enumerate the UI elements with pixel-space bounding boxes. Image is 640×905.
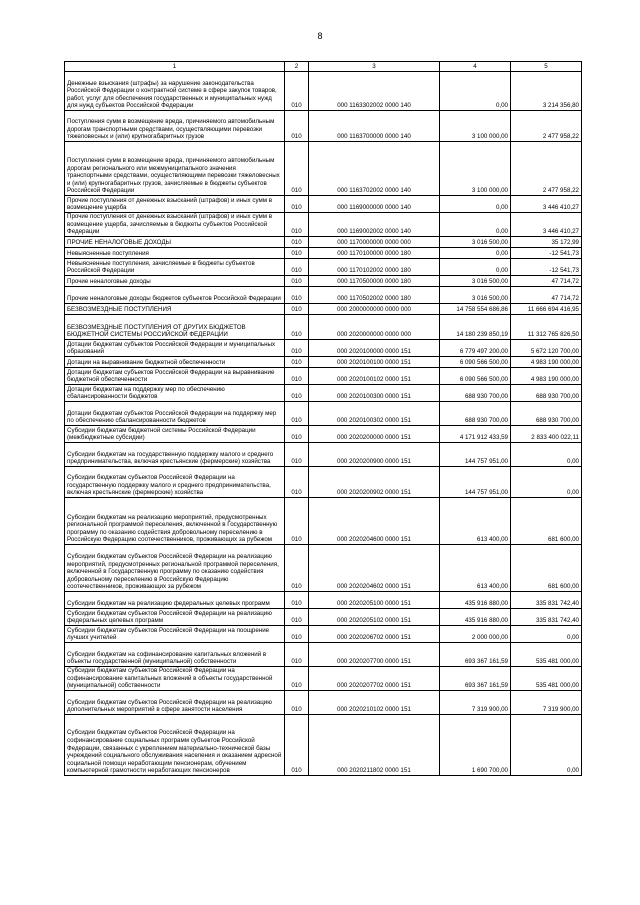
- row-name-cell: Субсидии бюджетам субъектов Российской Федерации на реализацию дополнительных мероприятий в сфере занятости населения: [65, 691, 285, 715]
- row-budget-code-cell: 000 2020100000 0000 151: [309, 340, 440, 357]
- row-name-cell: Субсидии бюджетам бюджетной системы Российской Федерации (межбюджетные субсидии): [65, 426, 285, 443]
- row-name-cell: Субсидии бюджетам субъектов Российской Федерации на реализацию мероприятий, предусмотренных региональной программой переселения, включенной в Государственную программу по оказанию содействия добровольному переселению в Российскую Федерацию соотечественников, проживающих за рубежом: [65, 545, 285, 592]
- table-row: [65, 196, 582, 213]
- table-row: [65, 545, 582, 592]
- row-approved-amount-cell: 3 016 500,00: [440, 287, 511, 304]
- table-row: [65, 315, 582, 340]
- row-name-cell: БЕЗВОЗМЕЗДНЫЕ ПОСТУПЛЕНИЯ: [65, 304, 285, 315]
- row-executed-amount-cell: 535 481 000,00: [511, 667, 582, 691]
- row-executed-amount-cell: 688 930 700,00: [511, 402, 582, 426]
- table-row: [65, 385, 582, 402]
- row-approved-amount-cell: 613 400,00: [440, 498, 511, 545]
- table-row: [65, 691, 582, 715]
- row-approved-amount-cell: 14 180 239 850,19: [440, 315, 511, 340]
- row-budget-code-cell: 000 2020211802 0000 151: [309, 715, 440, 776]
- row-executed-amount-cell: 2 833 400 022,11: [511, 426, 582, 443]
- row-name-cell: Дотации на выравнивание бюджетной обеспеченности: [65, 357, 285, 368]
- row-line-code-cell: 010: [285, 691, 309, 715]
- row-line-code-cell: 010: [285, 443, 309, 467]
- row-budget-code-cell: 000 2020205100 0000 151: [309, 592, 440, 609]
- row-line-code-cell: 010: [285, 142, 309, 196]
- row-approved-amount-cell: 144 757 951,00: [440, 467, 511, 498]
- row-executed-amount-cell: 3 214 356,80: [511, 72, 582, 111]
- row-approved-amount-cell: 693 367 161,59: [440, 643, 511, 667]
- row-budget-code-cell: 000 2020200000 0000 151: [309, 426, 440, 443]
- row-approved-amount-cell: 3 016 500,00: [440, 276, 511, 287]
- row-name-cell: Субсидии бюджетам субъектов Российской Федерации на софинансирование социальных программ субъектов Российской Федерации, связанных с укреплением материально-технической базы учреждений социального обслуживания населения и оказанием адресной социальной помощи неработающим пенсионерам, обучением компьютерной грамотности неработающих пенсионеров: [65, 715, 285, 776]
- column-header: 5: [511, 62, 582, 72]
- row-approved-amount-cell: 6 779 497 200,00: [440, 340, 511, 357]
- table-row: [65, 287, 582, 304]
- row-budget-code-cell: 000 2020200900 0000 151: [309, 443, 440, 467]
- row-line-code-cell: 010: [285, 643, 309, 667]
- table-row: [65, 357, 582, 368]
- row-executed-amount-cell: 5 672 120 700,00: [511, 340, 582, 357]
- row-name-cell: Дотации бюджетам субъектов Российской Федерации на выравнивание бюджетной обеспеченности: [65, 368, 285, 385]
- row-budget-code-cell: 000 1170500000 0000 180: [309, 276, 440, 287]
- row-line-code-cell: 010: [285, 259, 309, 276]
- row-executed-amount-cell: 0,00: [511, 626, 582, 643]
- row-approved-amount-cell: 6 090 566 500,00: [440, 357, 511, 368]
- row-line-code-cell: 010: [285, 304, 309, 315]
- row-line-code-cell: 010: [285, 287, 309, 304]
- row-approved-amount-cell: 3 100 000,00: [440, 111, 511, 142]
- row-line-code-cell: 010: [285, 357, 309, 368]
- row-budget-code-cell: 000 1169000000 0000 140: [309, 196, 440, 213]
- row-line-code-cell: 010: [285, 402, 309, 426]
- row-budget-code-cell: 000 1163702002 0000 140: [309, 142, 440, 196]
- row-budget-code-cell: 000 2020205102 0000 151: [309, 609, 440, 626]
- row-budget-code-cell: 000 2020204600 0000 151: [309, 498, 440, 545]
- table-row: [65, 213, 582, 237]
- row-line-code-cell: 010: [285, 667, 309, 691]
- row-approved-amount-cell: 6 090 566 500,00: [440, 368, 511, 385]
- row-budget-code-cell: 000 1170000000 0000 000: [309, 237, 440, 248]
- row-line-code-cell: 010: [285, 72, 309, 111]
- row-executed-amount-cell: 11 312 765 826,50: [511, 315, 582, 340]
- row-executed-amount-cell: 35 172,99: [511, 237, 582, 248]
- row-approved-amount-cell: 0,00: [440, 259, 511, 276]
- row-executed-amount-cell: 335 831 742,40: [511, 592, 582, 609]
- table-row: [65, 142, 582, 196]
- row-executed-amount-cell: 4 983 190 000,00: [511, 368, 582, 385]
- row-line-code-cell: 010: [285, 626, 309, 643]
- row-executed-amount-cell: 47 714,72: [511, 276, 582, 287]
- row-line-code-cell: 010: [285, 426, 309, 443]
- row-executed-amount-cell: -12 541,73: [511, 248, 582, 259]
- row-name-cell: Прочие неналоговые доходы: [65, 276, 285, 287]
- row-approved-amount-cell: 3 016 500,00: [440, 237, 511, 248]
- table-row: [65, 426, 582, 443]
- row-budget-code-cell: 000 1169002002 0000 140: [309, 213, 440, 237]
- table-row: [65, 498, 582, 545]
- row-approved-amount-cell: 0,00: [440, 72, 511, 111]
- row-executed-amount-cell: 11 666 694 416,95: [511, 304, 582, 315]
- row-executed-amount-cell: 681 600,00: [511, 498, 582, 545]
- row-line-code-cell: 010: [285, 213, 309, 237]
- row-line-code-cell: 010: [285, 368, 309, 385]
- column-header: 1: [65, 62, 285, 72]
- table-row: [65, 72, 582, 111]
- table-row: [65, 626, 582, 643]
- row-line-code-cell: 010: [285, 340, 309, 357]
- row-executed-amount-cell: -12 541,73: [511, 259, 582, 276]
- row-budget-code-cell: 000 1170102002 0000 180: [309, 259, 440, 276]
- row-executed-amount-cell: 7 319 900,00: [511, 691, 582, 715]
- row-executed-amount-cell: 688 930 700,00: [511, 385, 582, 402]
- row-approved-amount-cell: 435 916 880,00: [440, 609, 511, 626]
- row-executed-amount-cell: 4 983 190 000,00: [511, 357, 582, 368]
- row-name-cell: Невыясненные поступления: [65, 248, 285, 259]
- row-line-code-cell: 010: [285, 385, 309, 402]
- row-budget-code-cell: 000 2020204602 0000 151: [309, 545, 440, 592]
- row-budget-code-cell: 000 2020207702 0000 151: [309, 667, 440, 691]
- row-budget-code-cell: 000 2020207700 0000 151: [309, 643, 440, 667]
- row-line-code-cell: 010: [285, 467, 309, 498]
- row-name-cell: Дотации бюджетам субъектов Российской Федерации на поддержку мер по обеспечению сбалансированности бюджетов: [65, 402, 285, 426]
- table-row: [65, 443, 582, 467]
- table-row: [65, 248, 582, 259]
- row-line-code-cell: 010: [285, 276, 309, 287]
- table-row: [65, 609, 582, 626]
- row-name-cell: Субсидии бюджетам на реализацию мероприятий, предусмотренных региональной программой переселения, включенной в Государственную программу по оказанию содействия добровольному переселению в Российскую Федерацию соотечественников, проживающих за рубежом: [65, 498, 285, 545]
- row-name-cell: Поступления сумм в возмещение вреда, причиняемого автомобильным дорогам регионального или межмуниципального значения транспортными средствами, осуществляющими перевозки тяжеловесных и (или) крупногабаритных грузов, зачисляемые в бюджеты субъектов Российской Федерации: [65, 142, 285, 196]
- row-line-code-cell: 010: [285, 545, 309, 592]
- row-budget-code-cell: 000 1170502002 0000 180: [309, 287, 440, 304]
- row-name-cell: Субсидии бюджетам субъектов Российской Федерации на поощрение лучших учителей: [65, 626, 285, 643]
- row-executed-amount-cell: 47 714,72: [511, 287, 582, 304]
- row-approved-amount-cell: 0,00: [440, 213, 511, 237]
- row-approved-amount-cell: 14 758 554 686,86: [440, 304, 511, 315]
- row-approved-amount-cell: 0,00: [440, 196, 511, 213]
- row-name-cell: Прочие поступления от денежных взысканий (штрафов) и иных сумм в возмещение ущерба, зачисляемые в бюджеты субъектов Российской Федерации: [65, 213, 285, 237]
- row-approved-amount-cell: 613 400,00: [440, 545, 511, 592]
- row-name-cell: Прочие поступления от денежных взысканий (штрафов) и иных сумм в возмещение ущерба: [65, 196, 285, 213]
- row-name-cell: Субсидии бюджетам на реализацию федеральных целевых программ: [65, 592, 285, 609]
- row-executed-amount-cell: 0,00: [511, 467, 582, 498]
- row-approved-amount-cell: 0,00: [440, 248, 511, 259]
- row-budget-code-cell: 000 2020100100 0000 151: [309, 357, 440, 368]
- row-line-code-cell: 010: [285, 498, 309, 545]
- row-budget-code-cell: 000 2020100302 0000 151: [309, 402, 440, 426]
- row-executed-amount-cell: 0,00: [511, 715, 582, 776]
- table-row: [65, 259, 582, 276]
- column-header: 3: [309, 62, 440, 72]
- row-name-cell: Прочие неналоговые доходы бюджетов субъектов Российской Федерации: [65, 287, 285, 304]
- page-number: 8: [317, 31, 323, 41]
- row-budget-code-cell: 000 2020210102 0000 151: [309, 691, 440, 715]
- row-budget-code-cell: 000 2020000000 0000 000: [309, 315, 440, 340]
- row-executed-amount-cell: 535 481 000,00: [511, 643, 582, 667]
- column-header: 2: [285, 62, 309, 72]
- row-approved-amount-cell: 144 757 951,00: [440, 443, 511, 467]
- row-name-cell: Денежные взыскания (штрафы) за нарушение законодательства Российской Федерации о контрактной системе в сфере закупок товаров, работ, услуг для обеспечения государственных и муниципальных нужд для нужд субъектов Российской Федерации: [65, 72, 285, 111]
- row-approved-amount-cell: 3 100 000,00: [440, 142, 511, 196]
- row-name-cell: Субсидии бюджетам на государственную поддержку малого и среднего предпринимательства, включая крестьянские (фермерские) хозяйства: [65, 443, 285, 467]
- row-executed-amount-cell: 3 446 410,27: [511, 213, 582, 237]
- table-row: [65, 368, 582, 385]
- table-row: [65, 402, 582, 426]
- row-executed-amount-cell: 681 600,00: [511, 545, 582, 592]
- table-row: [65, 592, 582, 609]
- row-line-code-cell: 010: [285, 715, 309, 776]
- row-approved-amount-cell: 1 690 700,00: [440, 715, 511, 776]
- table-row: [65, 111, 582, 142]
- row-budget-code-cell: 000 2020200902 0000 151: [309, 467, 440, 498]
- row-approved-amount-cell: 4 171 912 433,59: [440, 426, 511, 443]
- row-budget-code-cell: 000 1163700000 0000 140: [309, 111, 440, 142]
- revenue-table: [64, 61, 582, 776]
- row-line-code-cell: 010: [285, 248, 309, 259]
- row-line-code-cell: 010: [285, 609, 309, 626]
- row-name-cell: ПРОЧИЕ НЕНАЛОГОВЫЕ ДОХОДЫ: [65, 237, 285, 248]
- row-name-cell: Невыясненные поступления, зачисляемые в бюджеты субъектов Российской Федерации: [65, 259, 285, 276]
- row-executed-amount-cell: 2 477 958,22: [511, 142, 582, 196]
- row-executed-amount-cell: 0,00: [511, 443, 582, 467]
- row-approved-amount-cell: 688 930 700,00: [440, 385, 511, 402]
- row-budget-code-cell: 000 2000000000 0000 000: [309, 304, 440, 315]
- row-budget-code-cell: 000 1163302002 0000 140: [309, 72, 440, 111]
- row-name-cell: БЕЗВОЗМЕЗДНЫЕ ПОСТУПЛЕНИЯ ОТ ДРУГИХ БЮДЖЕТОВ БЮДЖЕТНОЙ СИСТЕМЫ РОССИЙСКОЙ ФЕДЕРАЦИИ: [65, 315, 285, 340]
- row-name-cell: Поступления сумм в возмещение вреда, причиняемого автомобильным дорогам транспортными средствами, осуществляющими перевозки тяжеловесных и (или) крупногабаритных грузов: [65, 111, 285, 142]
- row-approved-amount-cell: 693 367 161,59: [440, 667, 511, 691]
- row-line-code-cell: 010: [285, 315, 309, 340]
- row-line-code-cell: 010: [285, 111, 309, 142]
- row-approved-amount-cell: 2 000 000,00: [440, 626, 511, 643]
- table-row: [65, 667, 582, 691]
- row-executed-amount-cell: 3 446 410,27: [511, 196, 582, 213]
- table-row: [65, 304, 582, 315]
- row-line-code-cell: 010: [285, 592, 309, 609]
- row-line-code-cell: 010: [285, 196, 309, 213]
- row-budget-code-cell: 000 1170100000 0000 180: [309, 248, 440, 259]
- table-row: [65, 237, 582, 248]
- table-row: [65, 715, 582, 776]
- row-executed-amount-cell: 335 831 742,40: [511, 609, 582, 626]
- row-approved-amount-cell: 7 319 900,00: [440, 691, 511, 715]
- row-name-cell: Дотации бюджетам на поддержку мер по обеспечению сбалансированности бюджетов: [65, 385, 285, 402]
- row-name-cell: Субсидии бюджетам субъектов Российской Федерации на государственную поддержку малого и среднего предпринимательства, включая крестьянские (фермерские) хозяйства: [65, 467, 285, 498]
- table-row: [65, 340, 582, 357]
- row-name-cell: Субсидии бюджетам субъектов Российской Федерации на софинансирование капитальных вложений в объекты государственной (муниципальной) собственности: [65, 667, 285, 691]
- row-budget-code-cell: 000 2020206702 0000 151: [309, 626, 440, 643]
- row-budget-code-cell: 000 2020100102 0000 151: [309, 368, 440, 385]
- row-line-code-cell: 010: [285, 237, 309, 248]
- column-header: 4: [440, 62, 511, 72]
- row-executed-amount-cell: 2 477 958,22: [511, 111, 582, 142]
- table-row: [65, 276, 582, 287]
- table-header-row: [65, 62, 582, 72]
- table-row: [65, 467, 582, 498]
- row-approved-amount-cell: 435 916 880,00: [440, 592, 511, 609]
- row-name-cell: Субсидии бюджетам на софинансирование капитальных вложений в объекты государственной (муниципальной) собственности: [65, 643, 285, 667]
- row-approved-amount-cell: 688 930 700,00: [440, 402, 511, 426]
- row-budget-code-cell: 000 2020100300 0000 151: [309, 385, 440, 402]
- table-row: [65, 643, 582, 667]
- row-name-cell: Дотации бюджетам субъектов Российской Федерации и муниципальных образований: [65, 340, 285, 357]
- row-name-cell: Субсидии бюджетам субъектов Российской Федерации на реализацию федеральных целевых программ: [65, 609, 285, 626]
